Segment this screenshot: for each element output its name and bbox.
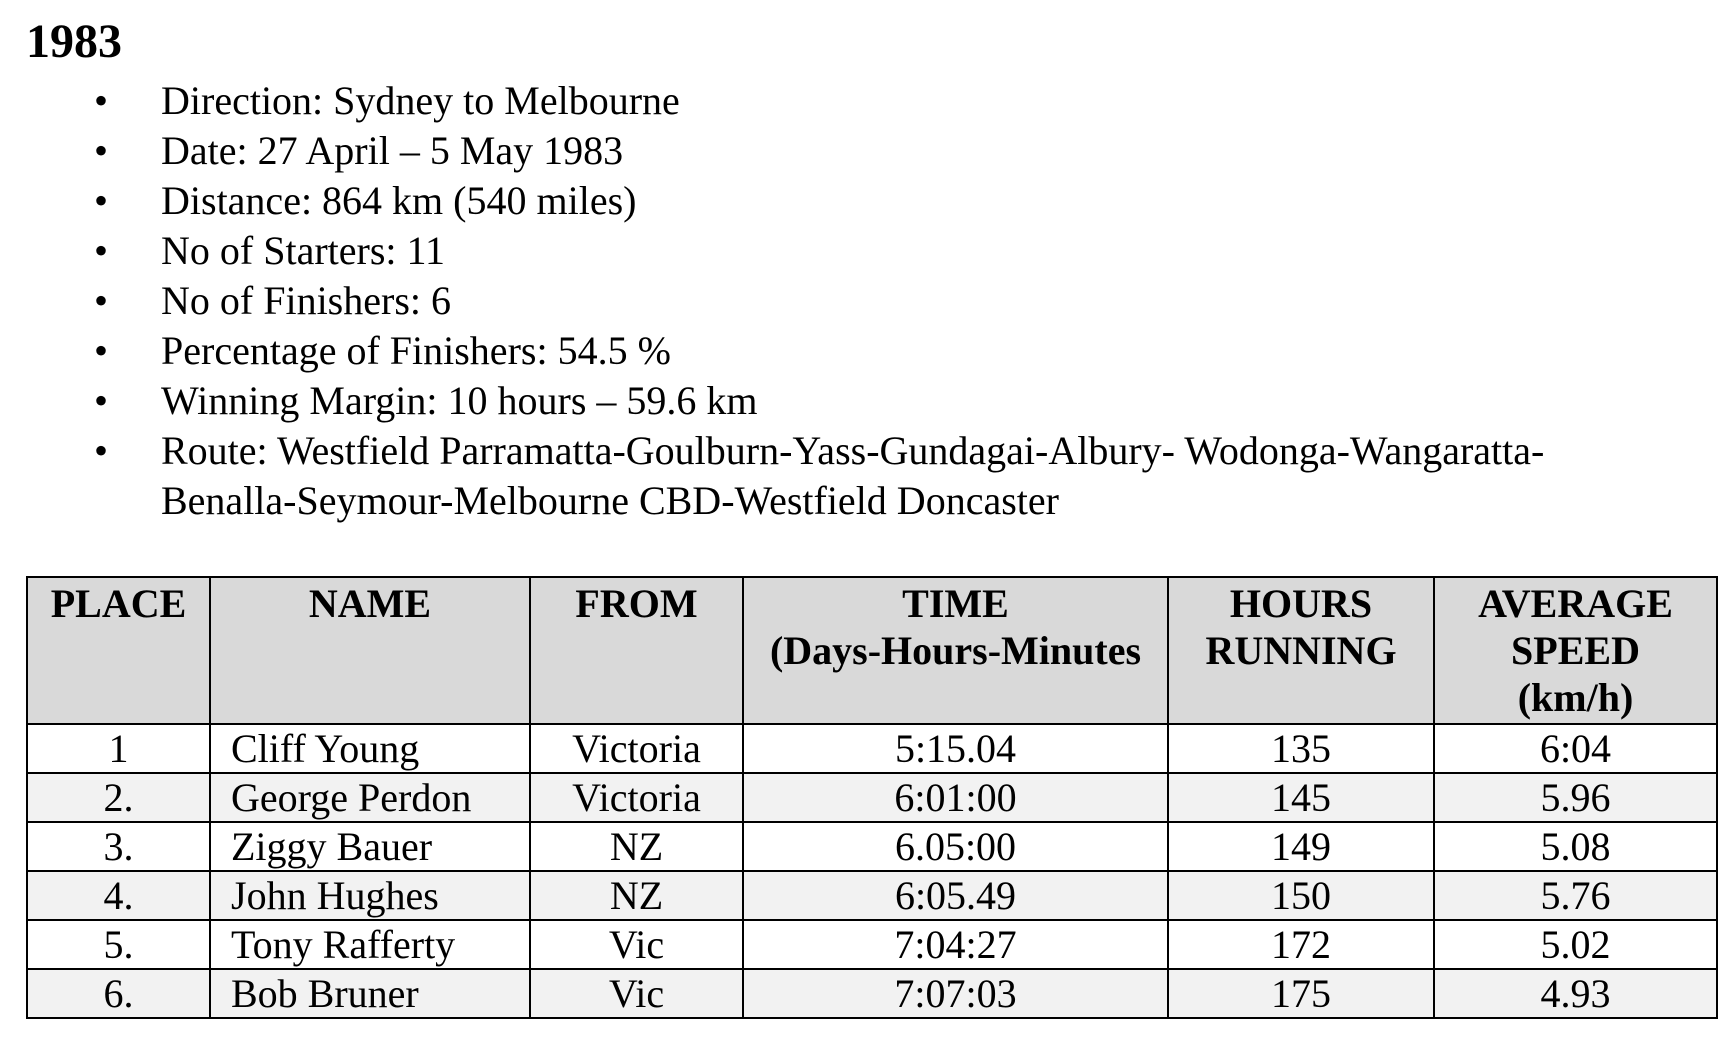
- header-line: (km/h): [1517, 675, 1634, 720]
- cell-hours: 175: [1168, 969, 1434, 1018]
- column-header-time: [743, 577, 1168, 724]
- cell-time: 6.05:00: [743, 822, 1168, 871]
- header-line: (Days-Hours-Minutes: [769, 628, 1142, 673]
- cell-time: 6:01:00: [743, 773, 1168, 822]
- column-header-place: [27, 577, 210, 724]
- cell-name: Tony Rafferty: [210, 920, 530, 969]
- cell-hours: 135: [1168, 724, 1434, 773]
- table-row: [27, 724, 1717, 773]
- cell-speed: 5.96: [1434, 773, 1717, 822]
- column-header-average-speed: [1434, 577, 1717, 724]
- table-row: [27, 822, 1717, 871]
- cell-name: George Perdon: [210, 773, 530, 822]
- fact-text: No of Starters: 11: [161, 228, 446, 273]
- table-row: [27, 969, 1717, 1018]
- bullet-icon: •: [94, 328, 109, 373]
- fact-item-margin: [0, 376, 1601, 426]
- cell-speed: 5.76: [1434, 871, 1717, 920]
- cell-hours: 145: [1168, 773, 1434, 822]
- cell-place: 2.: [27, 773, 210, 822]
- column-header-name: [210, 577, 530, 724]
- fact-text: Route: Westfield Parramatta-Goulburn-Yass-Gundagai-Albury- Wodonga-Wangaratta-Benalla-Seymour-Melbourne CBD-Westfield Doncaster: [161, 428, 1545, 523]
- fact-text: No of Finishers: 6: [161, 278, 451, 323]
- bullet-icon: •: [94, 378, 109, 423]
- column-header-hours-running: [1168, 577, 1434, 724]
- cell-speed: 4.93: [1434, 969, 1717, 1018]
- cell-hours: 149: [1168, 822, 1434, 871]
- header-line: RUNNING: [1205, 628, 1397, 673]
- header-row: [27, 577, 1717, 724]
- cell-name: John Hughes: [210, 871, 530, 920]
- cell-from: Victoria: [530, 773, 743, 822]
- header-line: AVERAGE: [1478, 581, 1673, 626]
- header-line: HOURS: [1229, 581, 1373, 626]
- results-table: [26, 576, 1718, 1019]
- cell-time: 7:04:27: [743, 920, 1168, 969]
- fact-item-starters: [0, 226, 1601, 276]
- race-facts-list: [0, 76, 1700, 526]
- fact-text: Distance: 864 km (540 miles): [161, 178, 637, 223]
- fact-item-route: [0, 426, 1601, 526]
- header-line: NAME: [308, 581, 432, 626]
- cell-place: 1: [27, 724, 210, 773]
- cell-place: 5.: [27, 920, 210, 969]
- fact-text: Date: 27 April – 5 May 1983: [161, 128, 624, 173]
- fact-item-distance: [0, 176, 1601, 226]
- header-line: SPEED: [1511, 628, 1640, 673]
- cell-speed: 5.08: [1434, 822, 1717, 871]
- header-line: FROM: [575, 581, 698, 626]
- cell-time: 7:07:03: [743, 969, 1168, 1018]
- cell-from: Victoria: [530, 724, 743, 773]
- cell-time: 5:15.04: [743, 724, 1168, 773]
- cell-place: 3.: [27, 822, 210, 871]
- cell-name: Cliff Young: [210, 724, 530, 773]
- table-row: [27, 871, 1717, 920]
- header-line: TIME: [902, 581, 1009, 626]
- table-row: [27, 920, 1717, 969]
- fact-text: Winning Margin: 10 hours – 59.6 km: [161, 378, 758, 423]
- cell-place: 6.: [27, 969, 210, 1018]
- year-heading: 1983: [26, 15, 122, 68]
- table-header: [27, 577, 1717, 724]
- cell-speed: 5.02: [1434, 920, 1717, 969]
- cell-name: Bob Bruner: [210, 969, 530, 1018]
- cell-hours: 172: [1168, 920, 1434, 969]
- table-row: [27, 773, 1717, 822]
- header-line: PLACE: [50, 581, 187, 626]
- column-header-from: [530, 577, 743, 724]
- fact-text: Direction: Sydney to Melbourne: [161, 78, 680, 123]
- cell-from: NZ: [530, 822, 743, 871]
- bullet-icon: •: [94, 228, 109, 273]
- cell-from: NZ: [530, 871, 743, 920]
- fact-item-direction: [0, 76, 1601, 126]
- bullet-icon: •: [94, 128, 109, 173]
- fact-item-date: [0, 126, 1601, 176]
- cell-time: 6:05.49: [743, 871, 1168, 920]
- bullet-icon: •: [94, 278, 109, 323]
- bullet-icon: •: [94, 78, 109, 123]
- bullet-icon: •: [94, 178, 109, 223]
- cell-from: Vic: [530, 969, 743, 1018]
- bullet-icon: •: [94, 428, 109, 473]
- cell-speed: 6:04: [1434, 724, 1717, 773]
- cell-place: 4.: [27, 871, 210, 920]
- cell-name: Ziggy Bauer: [210, 822, 530, 871]
- fact-item-percentage: [0, 326, 1601, 376]
- fact-item-finishers: [0, 276, 1601, 326]
- cell-from: Vic: [530, 920, 743, 969]
- fact-text: Percentage of Finishers: 54.5 %: [161, 328, 671, 373]
- cell-hours: 150: [1168, 871, 1434, 920]
- table-body: [27, 724, 1717, 1018]
